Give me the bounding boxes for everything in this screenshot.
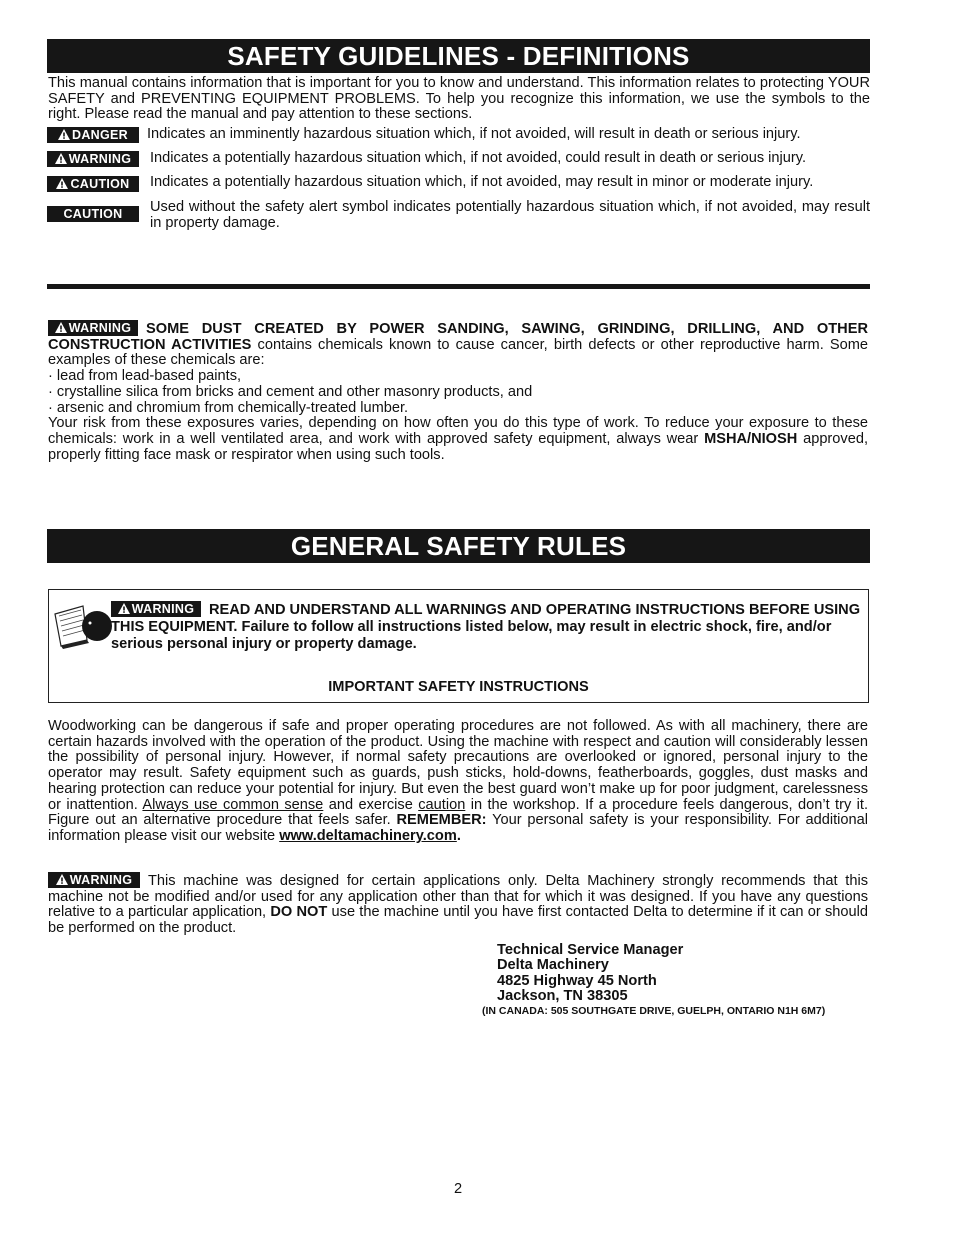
caution-badge [47, 176, 139, 192]
mw-text-a: This machine was designed for certain applications only. Delta Machinery strongly recommends that this machine not be modified and/or used for any application other than that for which it was designed. If you have any questions relative to a particular application, [48, 873, 868, 921]
general-safety-title: GENERAL SAFETY RULES [290, 531, 627, 561]
danger-label: DANGER [72, 128, 128, 142]
danger-definition: Indicates an imminently hazardous situation which, if not avoided, will result in death or serious injury. [147, 126, 801, 142]
address-line-2: Delta Machinery [497, 957, 609, 973]
section-divider [47, 284, 870, 289]
warning-label: WARNING [68, 152, 132, 166]
dust-closing-a: Your risk from these exposures varies, depending on how often you do this type of work. To reduce your exposure to these chemicals: work in a well ventilated area, and work with approved safety equipment, always wear [48, 415, 868, 447]
dust-warning-badge [48, 320, 138, 336]
caution-definition: Indicates a potentially hazardous situation which, if not avoided, may result in minor or moderate injury. [150, 174, 814, 190]
address-line-4: Jackson, TN 38305 [497, 988, 628, 1004]
dust-bullet-2: · crystalline silica from bricks and cement and other masonry products, and [48, 383, 533, 400]
box-warning-text: READ AND UNDERSTAND ALL WARNINGS AND OPERATING INSTRUCTIONS BEFORE USING THIS EQUIPMENT. Failure to follow all instructions listed below, may result in electric shock, fire, and/or serious personal injury or property damage. [111, 602, 861, 652]
alert-triangle-icon [56, 874, 68, 885]
safety-guidelines-banner [47, 39, 870, 73]
alert-triangle-icon [58, 129, 70, 140]
wood-text-a: Woodworking can be dangerous if safe and proper operating procedures are not followed. As with all machinery, there are certain hazards involved with the operation of the product. Using the machine with respect and caution will considerably lessen the possibility of personal injury. However, if normal safety precautions are overlooked or ignored, personal injury to the operator may result. Safety equipment such as guards, push sticks, hold-downs, featherboards, goggles, dust masks and hearing protection can reduce your potential for injury. But even the best guard won’t make up for poor judgment, carelessness or inattention. [48, 718, 868, 813]
wood-end: . [456, 827, 461, 844]
machine-warning-label: WARNING [69, 873, 133, 887]
warning-definition: Indicates a potentially hazardous situation which, if not avoided, could result in death or serious injury. [150, 150, 807, 166]
common-sense-phrase: Always use common sense [142, 796, 324, 813]
alert-triangle-icon [56, 178, 68, 189]
dust-lead-bold: SOME DUST CREATED BY POWER SANDING, SAWING, GRINDING, DRILLING, AND OTHER CONSTRUCTION ACTIVITIES [48, 321, 868, 353]
warning-badge [47, 151, 139, 167]
page-number: 2 [453, 1181, 463, 1197]
alert-triangle-icon [55, 153, 67, 164]
dust-bullet-3: · arsenic and chromium from chemically-treated lumber. [48, 399, 409, 416]
caution-no-symbol-label: CAUTION [63, 207, 123, 221]
machine-warning-badge [48, 872, 140, 888]
intro-paragraph: This manual contains information that is important for you to know and understand. This information relates to protecting YOUR SAFETY and PREVENTING EQUIPMENT PROBLEMS. To help you recognize this information, we use the symbols to the right. Please read the manual and pay attention to these sections. [48, 75, 870, 123]
general-safety-banner [47, 529, 870, 563]
caution-no-symbol-badge [47, 206, 139, 222]
address-line-3: 4825 Highway 45 North [497, 973, 657, 989]
wood-text-b: and exercise [323, 796, 419, 813]
caution-no-symbol-definition: Used without the safety alert symbol indicates potentially hazardous situation which, if not avoided, may result in property damage. [150, 199, 870, 231]
address-line-1: Technical Service Manager [497, 942, 684, 958]
box-warning-badge [111, 601, 201, 617]
alert-triangle-icon [118, 603, 130, 614]
alert-triangle-icon [55, 322, 67, 333]
box-warning-label: WARNING [131, 602, 195, 616]
machine-warning-paragraph [48, 872, 868, 937]
caution-label: CAUTION [70, 177, 130, 191]
woodworking-paragraph [48, 719, 868, 845]
manual-book-icon [53, 600, 113, 650]
read-instructions-box [48, 589, 869, 703]
remember-label: REMEMBER: [396, 812, 487, 829]
do-not-label: DO NOT [270, 904, 328, 921]
caution-phrase: caution [418, 796, 466, 813]
dust-warning-label: WARNING [68, 321, 132, 335]
dust-closing-b: approved, properly fitting face mask or respirator when using such tools. [48, 430, 868, 463]
wood-text-c: in the workshop. If a procedure feels dangerous, don’t try it. Figure out an alternative procedure that feels safer. [48, 796, 869, 829]
safety-guidelines-title: SAFETY GUIDELINES - DEFINITIONS [227, 41, 690, 71]
mw-text-b: use the machine until you have first contacted Delta to determine if it can or should be performed on the product. [48, 904, 868, 937]
website-link[interactable]: www.deltamachinery.com [279, 827, 457, 844]
danger-badge [47, 127, 139, 143]
canada-address: (IN CANADA: 505 SOUTHGATE DRIVE, GUELPH, ONTARIO N1H 6M7) [482, 1005, 826, 1017]
read-instructions-text [111, 601, 861, 653]
dust-lead-rest: contains chemicals known to cause cancer, birth defects or other reproductive harm. Some examples of these chemicals are: [48, 336, 869, 369]
wood-text-d: Your personal safety is your responsibility. For additional information please visit our website [48, 812, 868, 844]
dust-bullet-1: · lead from lead-based paints, [48, 368, 242, 385]
dust-warning-block [48, 320, 868, 463]
dust-closing-bold: MSHA/NIOSH [704, 430, 798, 447]
important-safety-heading: IMPORTANT SAFETY INSTRUCTIONS [328, 679, 589, 695]
